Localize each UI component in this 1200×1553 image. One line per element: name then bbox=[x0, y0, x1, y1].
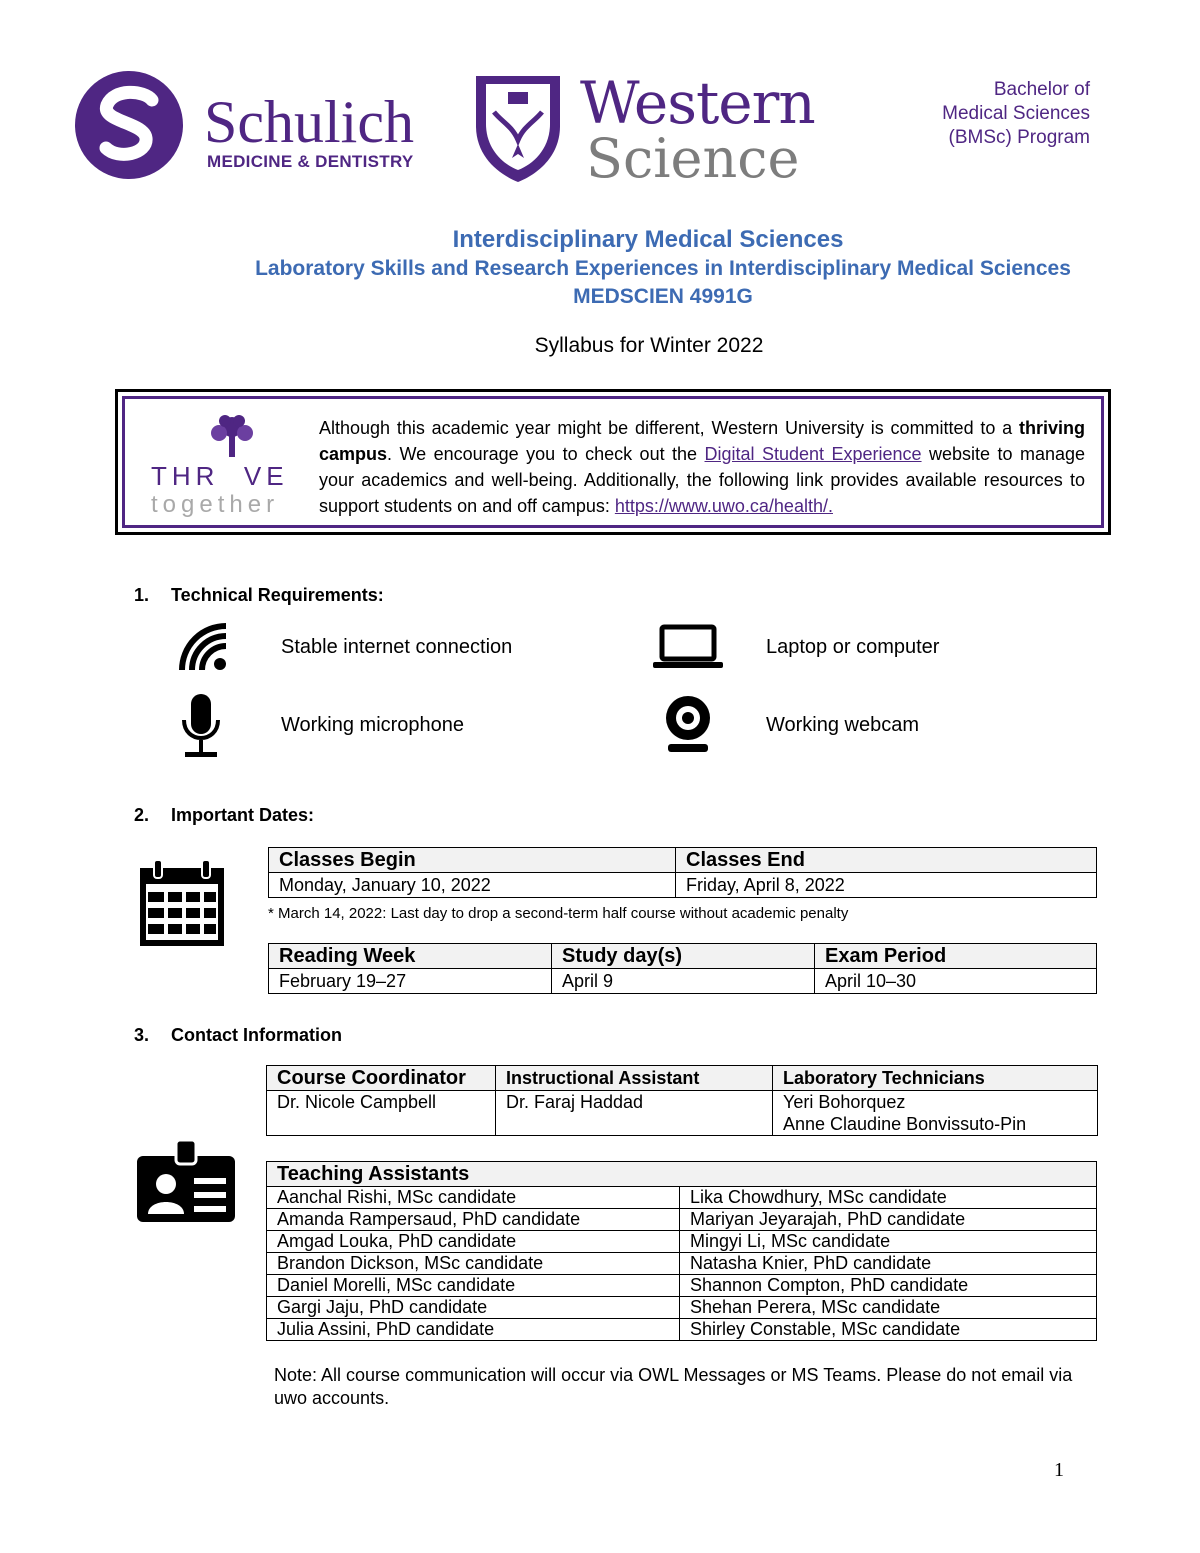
thrive-logo-top: THR VE bbox=[151, 461, 289, 491]
bmsc-line-2: Medical Sciences bbox=[942, 103, 1090, 124]
ta-name: Brandon Dickson, MSc candidate bbox=[267, 1253, 680, 1275]
science-wordmark: Science bbox=[586, 127, 800, 190]
thrive-notice-box bbox=[115, 389, 1111, 535]
schulich-s-icon bbox=[74, 70, 184, 180]
table-row bbox=[269, 873, 1097, 898]
ta-name: Mingyi Li, MSc candidate bbox=[680, 1231, 1097, 1253]
table-row bbox=[267, 1297, 1097, 1319]
ta-name: Amgad Louka, PhD candidate bbox=[267, 1231, 680, 1253]
term-dates-table bbox=[268, 943, 1097, 994]
calendar-icon bbox=[138, 858, 226, 948]
western-science-logo bbox=[470, 68, 820, 188]
thrive-notice-inner bbox=[122, 396, 1104, 528]
page-number: 1 bbox=[1054, 1459, 1064, 1481]
ta-name: Aanchal Rishi, MSc candidate bbox=[267, 1187, 680, 1209]
table-row bbox=[267, 1209, 1097, 1231]
table-row bbox=[269, 944, 1097, 969]
classes-end-value: Friday, April 8, 2022 bbox=[676, 873, 1097, 898]
id-badge-icon bbox=[136, 1140, 236, 1224]
laptop-icon bbox=[652, 624, 724, 670]
table-row bbox=[267, 1066, 1098, 1091]
thrive-message: Although this academic year might be different, Western University is committed to a thriving campus. We encourage you to check out the Digital Student Experience website to manage your academics and well-being. Additionally, the following link provides available resources to support students on and off campus: https://www.uwo.ca/health/. bbox=[319, 418, 1085, 516]
table-row bbox=[267, 1275, 1097, 1297]
coordinator-name: Dr. Nicole Campbell bbox=[267, 1091, 496, 1136]
ta-name: Gargi Jaju, PhD candidate bbox=[267, 1297, 680, 1319]
header-course-coordinator: Course Coordinator bbox=[267, 1066, 496, 1091]
schulich-wordmark: Schulich bbox=[204, 89, 414, 155]
study-days-value: April 9 bbox=[552, 969, 815, 994]
header-teaching-assistants: Teaching Assistants bbox=[267, 1162, 1097, 1187]
thrive-logo-bottom: together bbox=[151, 491, 280, 518]
ta-name: Daniel Morelli, MSc candidate bbox=[267, 1275, 680, 1297]
wifi-icon bbox=[178, 622, 230, 674]
reading-week-value: February 19–27 bbox=[269, 969, 552, 994]
exam-period-value: April 10–30 bbox=[815, 969, 1097, 994]
requirement-microphone: Working microphone bbox=[281, 714, 465, 736]
uwo-health-link[interactable]: https://www.uwo.ca/health/. bbox=[614, 496, 833, 516]
ta-name: Shehan Perera, MSc candidate bbox=[680, 1297, 1097, 1319]
table-row bbox=[269, 969, 1097, 994]
ta-name: Shirley Constable, MSc candidate bbox=[680, 1319, 1097, 1341]
requirement-internet: Stable internet connection bbox=[281, 636, 513, 658]
teaching-assistants-table bbox=[266, 1161, 1097, 1341]
syllabus-term: Syllabus for Winter 2022 bbox=[534, 334, 764, 357]
requirement-laptop: Laptop or computer bbox=[766, 636, 940, 658]
assistant-name: Dr. Faraj Haddad bbox=[496, 1091, 773, 1136]
western-wordmark: Western bbox=[580, 69, 815, 137]
contacts-table bbox=[266, 1065, 1098, 1136]
table-row bbox=[267, 1187, 1097, 1209]
bmsc-program-label bbox=[942, 78, 1090, 150]
ta-name: Mariyan Jeyarajah, PhD candidate bbox=[680, 1209, 1097, 1231]
classes-begin-value: Monday, January 10, 2022 bbox=[269, 873, 676, 898]
course-name: Laboratory Skills and Research Experiences in Interdisciplinary Medical Sciences bbox=[255, 257, 1071, 280]
ta-name: Lika Chowdhury, MSc candidate bbox=[680, 1187, 1097, 1209]
communication-note: Note: All course communication will occur via OWL Messages or MS Teams. Please do not email via uwo accounts. bbox=[274, 1365, 1073, 1408]
section-contact-information: 3. Contact Information bbox=[134, 1025, 343, 1045]
western-crest-icon bbox=[472, 70, 564, 184]
section-important-dates: 2. Important Dates: bbox=[134, 805, 315, 825]
microphone-icon bbox=[181, 694, 221, 758]
ta-name: Shannon Compton, PhD candidate bbox=[680, 1275, 1097, 1297]
table-row bbox=[267, 1091, 1098, 1136]
requirement-webcam: Working webcam bbox=[766, 714, 920, 736]
table-row bbox=[267, 1162, 1097, 1187]
digital-student-experience-link[interactable]: Digital Student Experience bbox=[704, 444, 922, 464]
section-technical-requirements: 1. Technical Requirements: bbox=[134, 585, 384, 605]
table-row bbox=[269, 848, 1097, 873]
header-reading-week: Reading Week bbox=[269, 944, 552, 969]
bmsc-line-1: Bachelor of bbox=[993, 79, 1090, 100]
header-classes-end: Classes End bbox=[676, 848, 1097, 873]
page-title: Interdisciplinary Medical Sciences bbox=[452, 226, 844, 253]
ta-name: Julia Assini, PhD candidate bbox=[267, 1319, 680, 1341]
table-row bbox=[267, 1253, 1097, 1275]
header-instructional-assistant: Instructional Assistant bbox=[496, 1066, 773, 1091]
header-classes-begin: Classes Begin bbox=[269, 848, 676, 873]
bmsc-line-3: (BMSc) Program bbox=[948, 127, 1090, 148]
course-code: MEDSCIEN 4991G bbox=[573, 285, 753, 308]
ta-name: Amanda Rampersaud, PhD candidate bbox=[267, 1209, 680, 1231]
classes-dates-table bbox=[268, 847, 1097, 898]
thriving-campus-bold: thriving campus bbox=[319, 418, 1085, 464]
header-study-days: Study day(s) bbox=[552, 944, 815, 969]
header-exam-period: Exam Period bbox=[815, 944, 1097, 969]
table-row bbox=[267, 1319, 1097, 1341]
header-laboratory-technicians: Laboratory Technicians bbox=[773, 1066, 1098, 1091]
schulich-logo bbox=[74, 70, 434, 182]
webcam-icon bbox=[664, 696, 712, 754]
drop-deadline-note: * March 14, 2022: Last day to drop a second-term half course without academic penalty bbox=[268, 905, 849, 922]
technician-name: Yeri Bohorquez bbox=[783, 1092, 906, 1112]
table-row bbox=[267, 1231, 1097, 1253]
technicians-names bbox=[773, 1091, 1098, 1136]
technician-name: Anne Claudine Bonvissuto-Pin bbox=[783, 1114, 1027, 1134]
thrive-tree-icon bbox=[197, 413, 267, 461]
schulich-subtitle: MEDICINE & DENTISTRY bbox=[207, 152, 414, 171]
ta-name: Natasha Knier, PhD candidate bbox=[680, 1253, 1097, 1275]
